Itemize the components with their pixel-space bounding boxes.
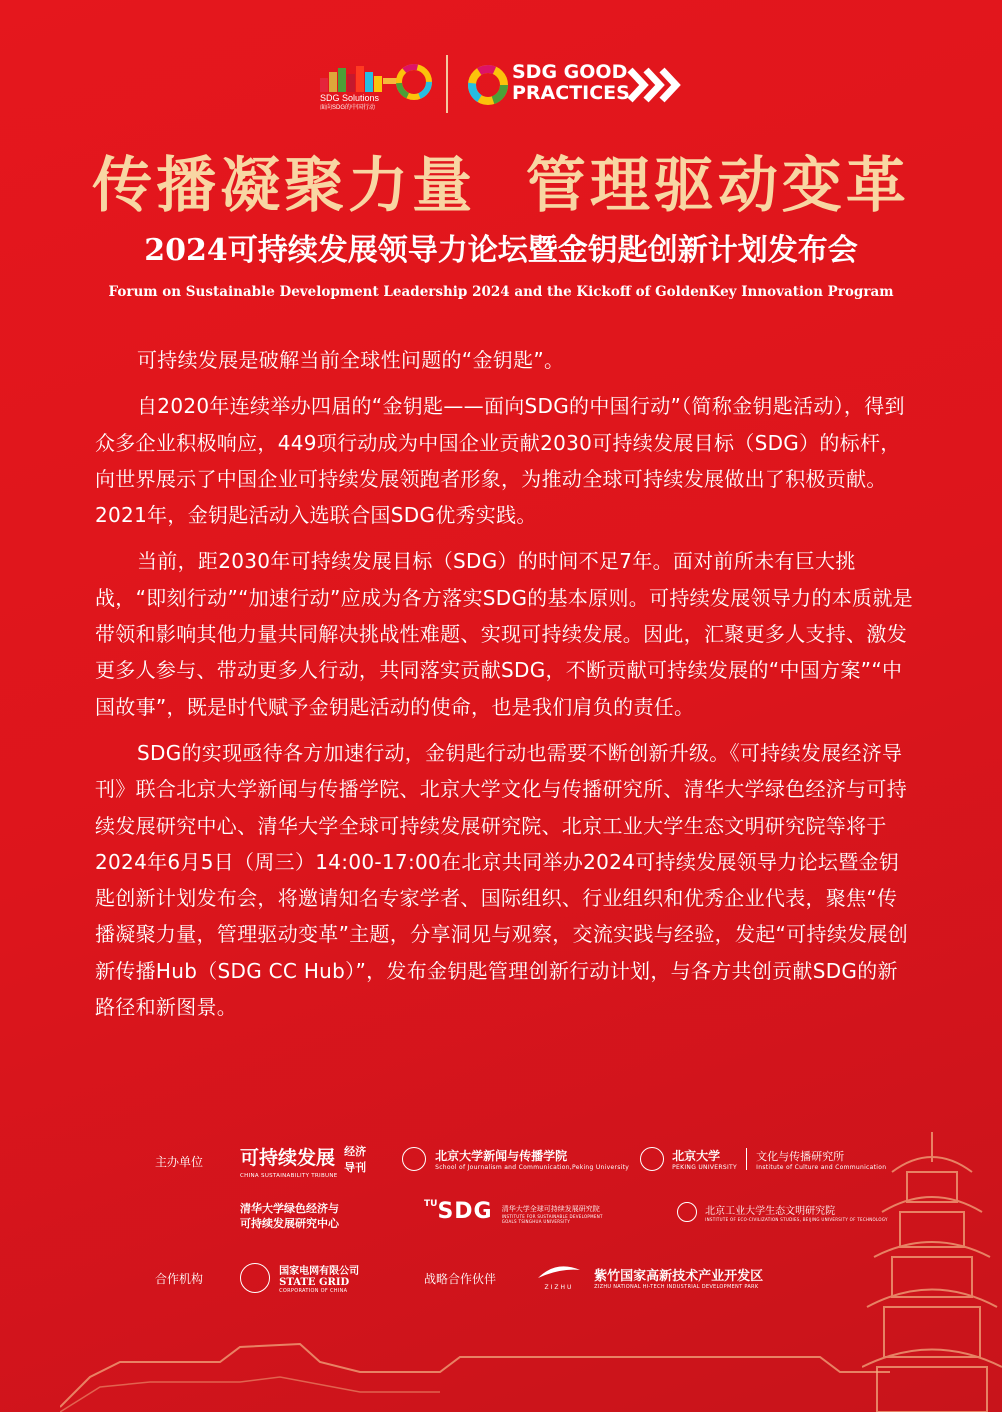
bjut-logo: 北京工业大学生态文明研究院 INSTITUTE OF ECO-CIVILIZATION STUDIES, BEIJING UNIVERSITY OF TECHNOLOGY — [677, 1201, 888, 1222]
paragraph-1: 可持续发展是破解当前全球性问题的“金钥匙”。 — [137, 348, 565, 372]
thu-green-logo: 清华大学绿色经济与 可持续发展研究中心 — [240, 1202, 339, 1230]
body-text — [95, 342, 913, 1035]
tusdg-logo: $^{TU}$SDG 清华大学全球可持续发展研究院 INSTITUTE FOR SUSTAINABLE DEVELOPMENT GOALS TSINGHUA UNIVERSITY — [424, 1199, 603, 1224]
zizhu-logo: ZIZHU 紫竹国家高新技术产业开发区 ZIZHU NATIONAL HI-TECH INDUSTRIAL DEVELOPMENT PARK — [535, 1264, 763, 1291]
state-grid-emblem-icon — [240, 1263, 270, 1293]
main-title: 传播凝聚力量 管理驱动变革 — [92, 151, 910, 221]
paragraph-4: SDG的实现亟待各方加速行动，金钥匙行动也需要不断创新升级。《可持续发展经济导刊》联合北京大学新闻与传播学院、北京大学文化与传播研究所、清华大学绿色经济与可持续发展研究中心、清华大学全球可持续发展研究院、北京工业大学生态文明研究院等将于2024年6月5日（周三）14:00-17:00在北京共同举办2024可持续发展领导力论坛暨金钥匙创新计划发布会，将邀请知名专家学者、国际组织、行业组织和优秀企业代表，聚焦“传播凝聚力量，管理驱动变革”主题，分享洞见与观察，交流实践与经验，发起“可持续发展创新传播Hub（SDG CC Hub）”，发布金钥匙管理创新行动计划，与各方共创贡献SDG的新路径和新图景。 — [95, 740, 909, 1020]
zizhu-leaf-icon — [536, 1264, 582, 1280]
english-title: Forum on Sustainable Development Leadership 2024 and the Kickoff of GoldenKey Innovation Program — [108, 284, 894, 300]
paragraph-3: 当前，距2030年可持续发展目标（SDG）的时间不足7年。面对前所未有巨大挑战，“即刻行动”“加速行动”应成为各方落实SDG的基本原则。可持续发展领导力的本质就是带领和影响其他力量共同解决挑战性难题、实现可持续发展。因此，汇聚更多人支持、激发更多人参与、带动更多人行动，共同落实贡献SDG，不断贡献可持续发展的“中国方案”“中国故事”，既是时代赋予金钥匙活动的使命，也是我们肩负的责任。 — [95, 549, 913, 719]
roofline-decoration — [60, 1282, 1002, 1412]
host-label: 主办单位 — [155, 1155, 204, 1169]
sdg-good-practices-text: SDG GOOD PRACTICES — [512, 61, 630, 104]
pku-emblem-icon — [640, 1147, 664, 1171]
strategic-label: 战略合作伙伴 — [424, 1272, 497, 1286]
logo-left-cn: 面向SDG的中国行动 — [320, 105, 376, 110]
sdg-solutions-logo — [318, 58, 436, 110]
logo-left-en: SDG Solutions — [320, 93, 380, 103]
pku-ici-logo: 北京大学 PEKING UNIVERSITY 文化与传播研究所 Institute of Culture and Communication — [640, 1147, 886, 1171]
bjut-emblem-icon — [677, 1202, 697, 1222]
paragraph-2: 自2020年连续举办四届的“金钥匙——面向SDG的中国行动”（简称金钥匙活动），得到众多企业积极响应，449项行动成为中国企业贡献2030可持续发展目标（SDG）的标杆，向世界展示了中国企业可持续发展领跑者形象，为推动全球可持续发展做出了积极贡献。2021年，金钥匙活动入选联合国SDG优秀实践。 — [95, 394, 905, 528]
sub-title: 2024可持续发展领导力论坛暨金钥匙创新计划发布会 — [144, 233, 858, 268]
pku-sjc-logo: 北京大学新闻与传播学院 School of Journalism and Communication,Peking University — [402, 1147, 629, 1171]
state-grid-logo: 国家电网有限公司 STATE GRID CORPORATION OF CHINA — [240, 1262, 359, 1294]
logo-divider — [446, 55, 448, 113]
coop-label: 合作机构 — [155, 1272, 204, 1286]
pku-emblem-icon — [402, 1147, 426, 1171]
csr-tribune-logo: 可持续发展 经济导刊 CHINA SUSTAINABILITY TRIBUNE — [240, 1145, 367, 1179]
